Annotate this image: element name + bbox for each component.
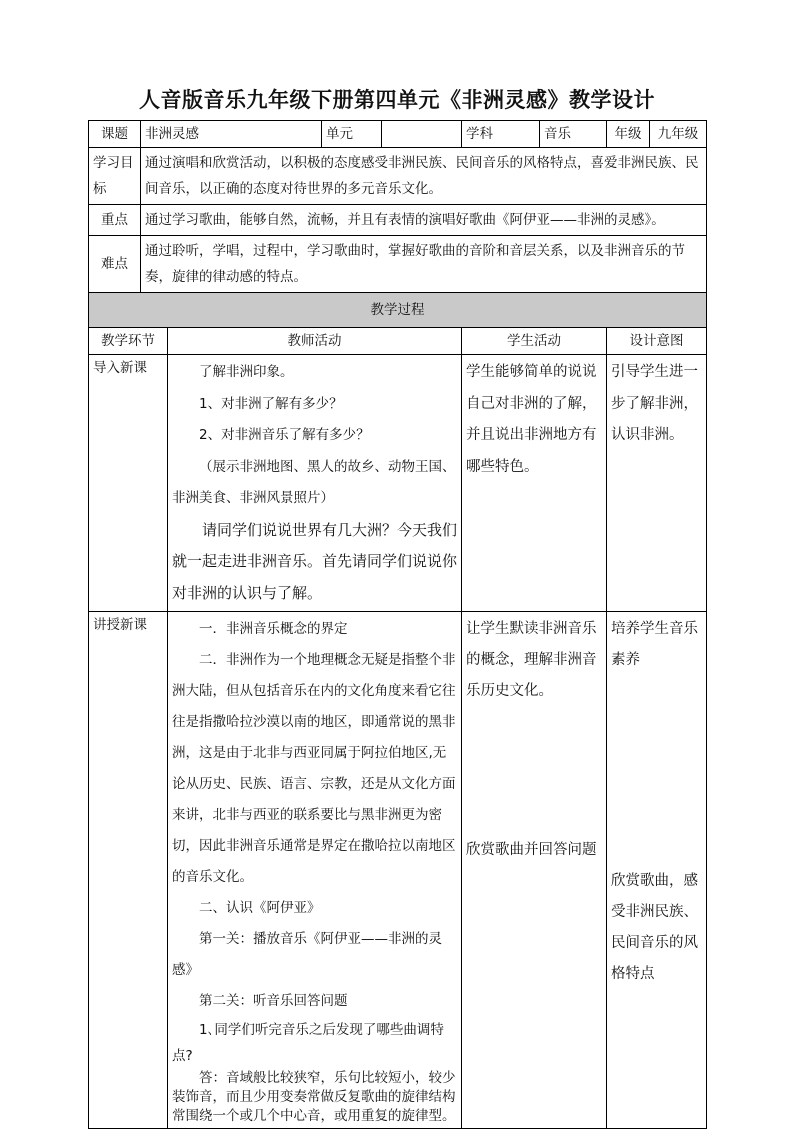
col-intent: 设计意图 xyxy=(607,328,707,355)
subject-value: 音乐 xyxy=(540,121,607,148)
column-header-row xyxy=(89,328,707,355)
table-row xyxy=(89,612,707,1129)
col-student: 学生活动 xyxy=(462,328,607,355)
table-row xyxy=(89,355,707,612)
process-header-row xyxy=(89,293,707,328)
key-points-row xyxy=(89,205,707,236)
difficulties-label: 难点 xyxy=(89,236,141,293)
student-activity: 学生能够简单的说说自己对非洲的了解，并且说出非洲地方有哪些特色。 xyxy=(462,355,607,612)
subject-label: 学科 xyxy=(462,121,540,148)
stage-cell: 讲授新课 xyxy=(89,612,168,1129)
teacher-activity: 了解非洲印象。 1、对非洲了解有多少？ 2、对非洲音乐了解有多少？ （展示非洲地图、黑人的故乡、动物王国、非洲美食、非洲风景照片） 请同学们说说世界有几大洲？今天我们就一起走进非洲音乐。首先请同学们说说你对非洲的认识与了解。 xyxy=(168,355,462,612)
goals-row xyxy=(89,148,707,205)
difficulties-text: 通过聆听，学唱，过程中，学习歌曲时，掌握好歌曲的音阶和音层关系，以及非洲音乐的节奏，旋律的律动感的特点。 xyxy=(141,236,707,293)
process-header: 教学过程 xyxy=(89,293,707,328)
goals-text: 通过演唱和欣赏活动，以积极的态度感受非洲民族、民间音乐的风格特点，喜爱非洲民族、民间音乐，以正确的态度对待世界的多元音乐文化。 xyxy=(141,148,707,205)
grade-value: 九年级 xyxy=(650,121,707,148)
page-title: 人音版音乐九年级下册第四单元《非洲灵感》教学设计 xyxy=(139,87,655,112)
header-row xyxy=(89,121,707,148)
grade-label: 年级 xyxy=(607,121,650,148)
stage-cell: 导入新课 xyxy=(89,355,168,612)
teacher-activity: 一．非洲音乐概念的界定 二．非洲作为一个地理概念无疑是指整个非洲大陆，但从包括音乐在内的文化角度来看它往往是指撒哈拉沙漠以南的地区，即通常说的黑非洲，这是由于北非与西亚同属于阿拉伯地区,无论从历史、民族、语言、宗教，还是从文化方面来讲，北非与西亚的联系要比与黑非洲更为密切，因此非洲音乐通常是界定在撒哈拉以南地区的音乐文化。 二、认识《阿伊亚》 第一关：播放音乐《阿伊亚——非洲的灵感》 第二关：听音乐回答问题 1､同学们听完音乐之后发现了哪些曲调特点? 答：音域般比较狭窄，乐句比较短小，较少装饰音，而且少用变奏常做反复歌曲的旋律结构常围绕一个或几个中心音，或用重复的旋律型。 xyxy=(168,612,462,1129)
col-teacher: 教师活动 xyxy=(168,328,462,355)
unit-value xyxy=(382,121,462,148)
difficulties-row xyxy=(89,236,707,293)
design-intent: 培养学生音乐素养 欣赏歌曲，感受非洲民族、民间音乐的风格特点 xyxy=(607,612,707,1129)
design-intent: 引导学生进一步了解非洲，认识非洲。 xyxy=(607,355,707,612)
col-stage: 教学环节 xyxy=(89,328,168,355)
unit-label: 单元 xyxy=(322,121,382,148)
key-points-label: 重点 xyxy=(89,205,141,236)
key-points-text: 通过学习歌曲，能够自然，流畅，并且有表情的演唱好歌曲《阿伊亚——非洲的灵感》。 xyxy=(141,205,707,236)
student-activity: 让学生默读非洲音乐的概念，理解非洲音乐历史文化。 欣赏歌曲并回答问题 xyxy=(462,612,607,1129)
goals-label: 学习目标 xyxy=(89,148,141,205)
lesson-plan-table xyxy=(88,120,707,1129)
topic-label: 课题 xyxy=(89,121,141,148)
topic-value: 非洲灵感 xyxy=(141,121,322,148)
